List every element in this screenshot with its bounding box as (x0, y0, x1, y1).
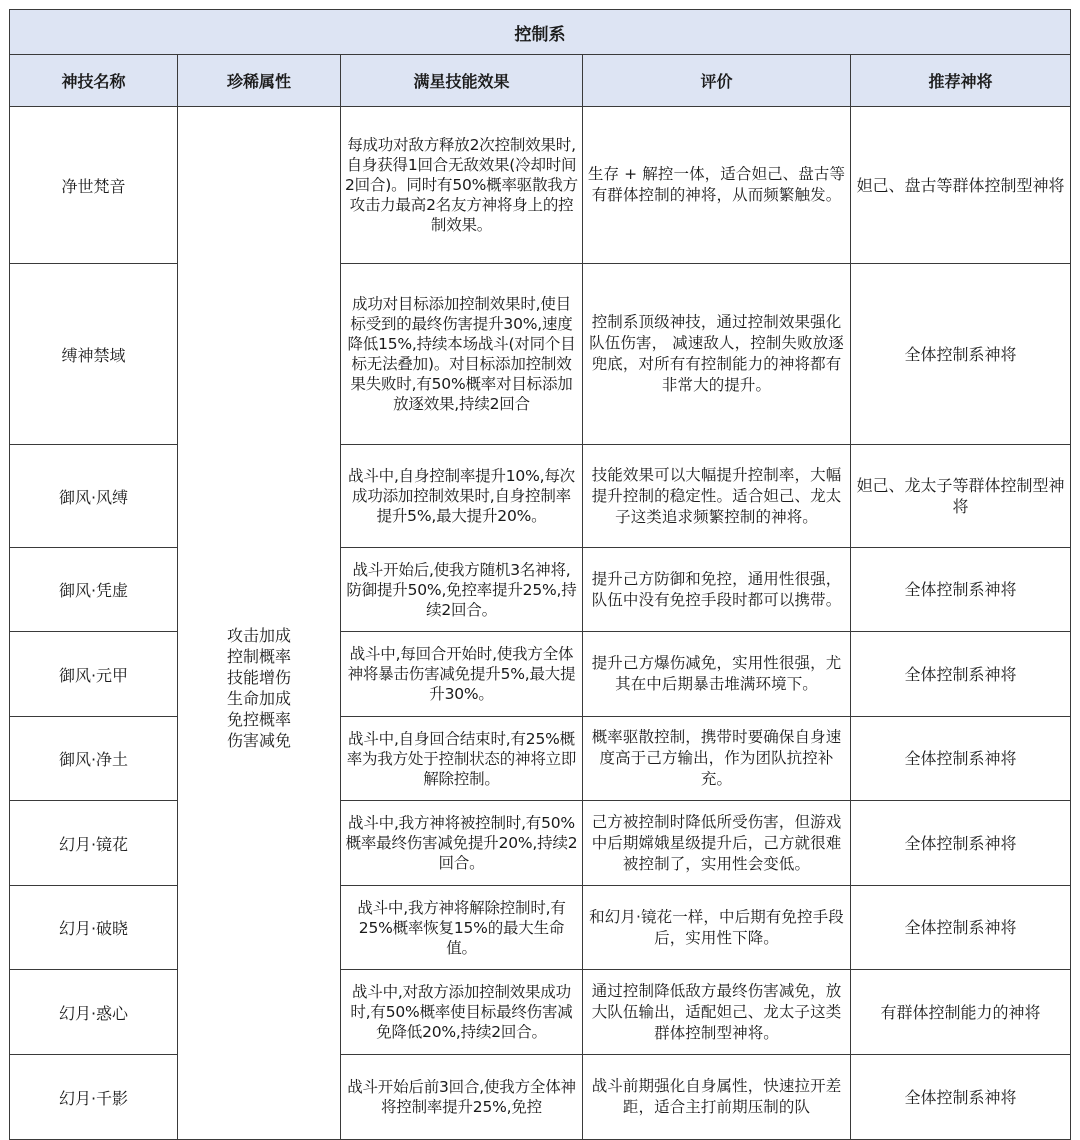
table-title: 控制系 (10, 10, 1071, 55)
skill-review: 提升己方爆伤减免，实用性很强，尤其在中后期暴击堆满环境下。 (591, 654, 842, 693)
skill-review: 控制系顶级神技，通过控制效果强化队伍伤害， 减速敌人，控制失败放逐兜底，对所有有控制能力的神将都有非常大的提升。 (589, 313, 844, 394)
skill-review: 概率驱散控制，携带时要确保自身速度高于己方输出，作为团队抗控补充。 (591, 728, 842, 788)
table-row (10, 264, 1071, 445)
skill-name: 幻月·破晓 (10, 886, 178, 970)
attribute-item: 技能增伤 (226, 668, 291, 687)
skill-effect: 战斗中,自身回合结束时,有25%概率为我方处于控制状态的神将立即解除控制。 (346, 729, 577, 788)
attribute-item: 控制概率 (226, 647, 291, 666)
table-row (10, 970, 1071, 1055)
skill-name: 幻月·千影 (10, 1055, 178, 1140)
control-skills-table-container (9, 9, 1070, 1140)
attribute-item: 伤害减免 (226, 731, 291, 750)
header-review: 评价 (583, 55, 851, 107)
header-skill-name: 神技名称 (10, 55, 178, 107)
recommended-heroes: 有群体控制能力的神将 (880, 1002, 1041, 1022)
skill-effect: 每成功对敌方释放2次控制效果时,自身获得1回合无敌效果(冷却时间2回合)。同时有50%概率驱散我方攻击力最高2名友方神将身上的控制效果。 (345, 136, 578, 234)
header-recommended-heroes: 推荐神将 (851, 55, 1071, 107)
table-row (10, 445, 1071, 548)
table-row (10, 1055, 1071, 1140)
attribute-item: 免控概率 (226, 710, 291, 729)
skill-review: 生存 + 解控一体，适合妲己、盘古等有群体控制的神将，从而频繁触发。 (587, 165, 846, 204)
recommended-heroes: 全体控制系神将 (904, 664, 1017, 684)
table-row (10, 548, 1071, 632)
skill-effect: 战斗中,对敌方添加控制效果成功时,有50%概率使目标最终伤害减免降低20%,持续2回合。 (350, 983, 573, 1041)
skill-effect: 战斗开始后,使我方随机3名神将,防御提升50%,免控率提升25%,持续2回合。 (346, 560, 577, 619)
recommended-heroes: 全体控制系神将 (904, 918, 1017, 937)
header-rare-attributes: 珍稀属性 (178, 55, 341, 107)
table-row (10, 107, 1071, 264)
header-max-star-effect: 满星技能效果 (341, 55, 583, 107)
recommended-heroes: 妲己、盘古等群体控制型神将 (856, 175, 1065, 195)
attribute-item: 生命加成 (226, 689, 291, 708)
skill-review: 提升己方防御和免控，通用性很强，队伍中没有免控手段时都可以携带。 (591, 569, 842, 609)
table-row (10, 717, 1071, 801)
recommended-heroes: 全体控制系神将 (904, 833, 1017, 853)
table-row (10, 632, 1071, 717)
skill-review: 和幻月·镜花一样，中后期有免控手段后，实用性下降。 (589, 907, 844, 947)
recommended-heroes: 全体控制系神将 (904, 344, 1017, 364)
skill-review: 通过控制降低敌方最终伤害减免，放大队伍输出，适配妲己、龙太子这类群体控制型神将。 (591, 981, 842, 1042)
attribute-item: 攻击加成 (226, 626, 291, 645)
recommended-heroes: 全体控制系神将 (904, 580, 1017, 599)
recommended-heroes: 妲己、龙太子等群体控制型神将 (856, 476, 1065, 516)
skill-name: 净世梵音 (10, 107, 178, 264)
table-row (10, 801, 1071, 886)
skill-name: 御风·风缚 (10, 445, 178, 548)
skill-name: 幻月·惑心 (10, 970, 178, 1055)
recommended-heroes: 全体控制系神将 (904, 1087, 1017, 1107)
skill-review: 技能效果可以大幅提升控制率，大幅提升控制的稳定性。适合妲己、龙太子这类追求频繁控制的神将。 (591, 465, 842, 526)
skill-review: 战斗前期强化自身属性，快速拉开差距，适合主打前期压制的队 (591, 1077, 842, 1116)
skill-name: 御风·元甲 (10, 632, 178, 717)
skill-name: 御风·凭虚 (10, 548, 178, 632)
shared-attributes-cell (178, 107, 341, 1140)
skill-name: 幻月·镜花 (10, 801, 178, 886)
skill-effect: 战斗中,我方神将被控制时,有50%概率最终伤害减免提升20%,持续2回合。 (345, 814, 578, 872)
skill-name: 缚神禁域 (10, 264, 178, 445)
skill-effect: 战斗中,每回合开始时,使我方全体神将暴击伤害减免提升5%,最大提升30%。 (347, 645, 576, 703)
skill-name: 御风·净土 (10, 717, 178, 801)
skill-review: 己方被控制时降低所受伤害，但游戏中后期嫦娥星级提升后，己方就很难被控制了，实用性会变低。 (591, 812, 842, 873)
skill-effect: 战斗中,我方神将解除控制时,有25%概率恢复15%的最大生命值。 (357, 898, 566, 957)
recommended-heroes: 全体控制系神将 (904, 749, 1017, 768)
skill-effect: 战斗中,自身控制率提升10%,每次成功添加控制效果时,自身控制率提升5%,最大提升20%。 (348, 467, 575, 525)
table-row (10, 886, 1071, 970)
skill-effect: 成功对目标添加控制效果时,使目标受到的最终伤害提升30%,速度降低15%,持续本场战斗(对同个目标无法叠加)。对目标添加控制效果失败时,有50%概率对目标添加放逐效果,持续2回合 (347, 295, 576, 413)
control-skills-table (9, 9, 1071, 1140)
skill-effect: 战斗开始后前3回合,使我方全体神将控制率提升25%,免控 (347, 1078, 576, 1116)
